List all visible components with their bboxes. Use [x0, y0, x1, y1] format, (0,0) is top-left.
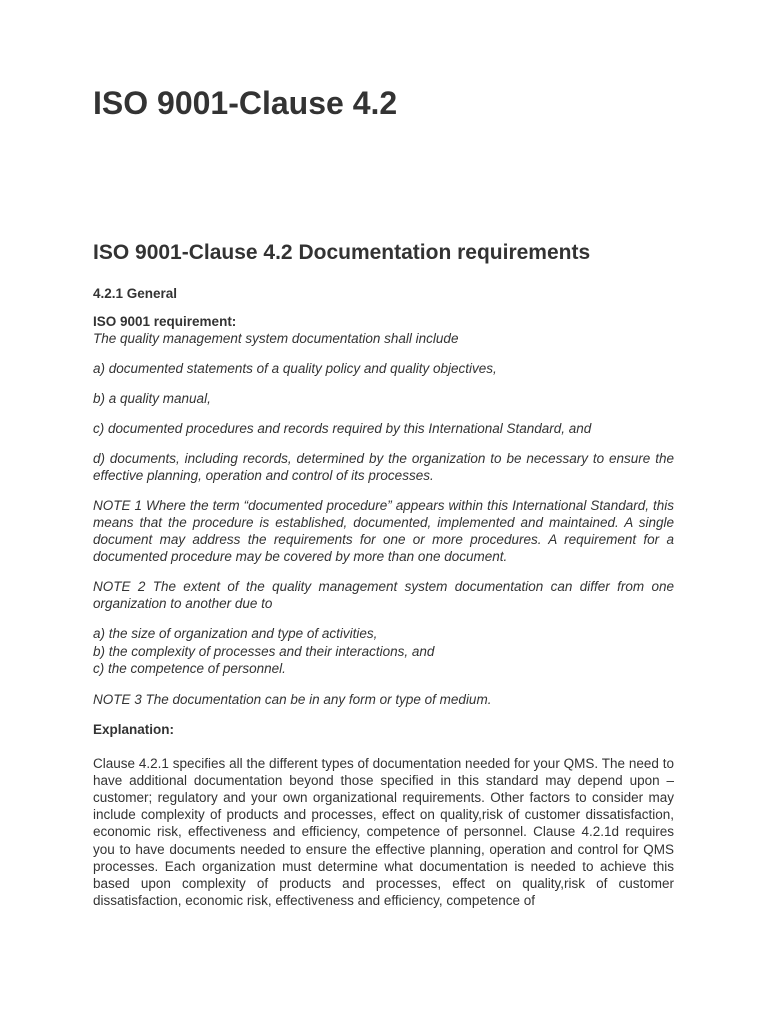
note-2: NOTE 2 The extent of the quality management system documentation can differ from one organization to another due to — [93, 579, 674, 611]
requirement-item-d: d) documents, including records, determined by the organization to be necessary to ensure the effective planning, operation and control of its processes. — [93, 451, 674, 483]
note-3: NOTE 3 The documentation can be in any form or type of medium. — [93, 691, 492, 707]
note-2-item-a: a) the size of organization and type of activities, — [93, 626, 378, 641]
explanation-text: Clause 4.2.1 specifies all the different types of documentation needed for your QMS. The need to have additional documentation beyond those specified in this standard may depend upon – customer; regulatory and your own organizational requirements. Other factors to consider may include complexity of products and processes, effect on quality,risk of customer dissatisfaction, economic risk, effectiveness and efficiency, competence of personnel. Clause 4.2.1d requires you to have documents needed to ensure the effective planning, operation and control for QMS processes. Each organization must determine what documentation is needed to achieve this based upon complexity of products and processes, effect on quality,risk of customer dissatisfaction, economic risk, effectiveness and efficiency, competence of — [93, 755, 674, 909]
requirement-item-b: b) a quality manual, — [93, 391, 211, 406]
page-title: ISO 9001-Clause 4.2 — [93, 85, 398, 121]
explanation-label: Explanation: — [93, 721, 175, 737]
requirement-intro: The quality management system documentation shall include — [93, 331, 459, 346]
note-1: NOTE 1 Where the term “documented procedure” appears within this International Standard, this means that the procedure is established, documented, implemented and maintained. A single document may address the requirements for one or more procedures. A requirement for a documented procedure may be covered by more than one document. — [93, 498, 674, 564]
document-content — [93, 238, 674, 909]
note-2-item-c: c) the competence of personnel. — [93, 661, 286, 676]
note-2-list — [93, 625, 674, 678]
subsection-heading: 4.2.1 General — [93, 286, 178, 301]
section-heading: ISO 9001-Clause 4.2 Documentation requirements — [93, 241, 591, 264]
requirement-item-a: a) documented statements of a quality policy and quality objectives, — [93, 361, 497, 376]
requirement-label: ISO 9001 requirement: — [93, 314, 237, 329]
note-2-item-b: b) the complexity of processes and their interactions, and — [93, 643, 435, 659]
requirement-item-c: c) documented procedures and records required by this International Standard, and — [93, 421, 592, 436]
